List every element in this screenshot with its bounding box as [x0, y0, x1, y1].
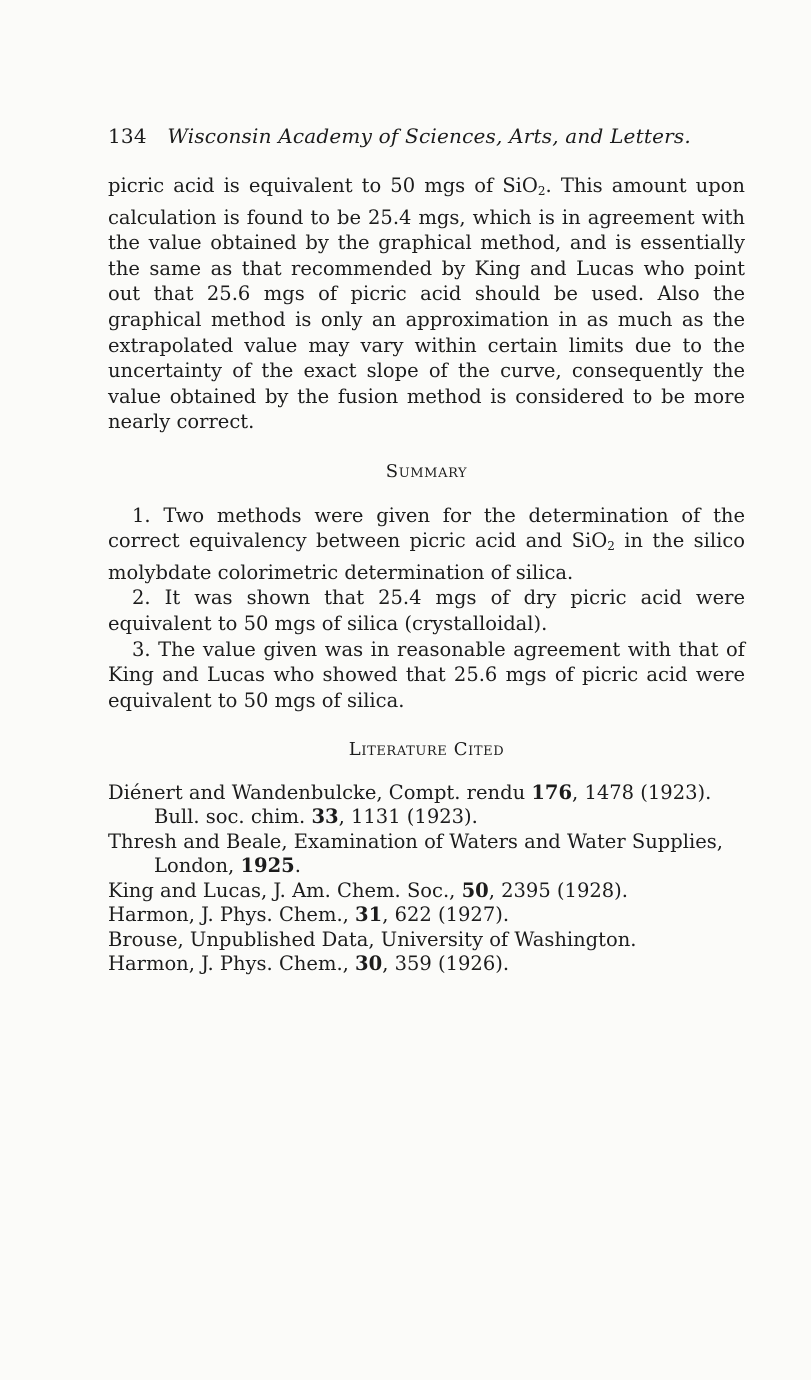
intro-paragraph [108, 173, 745, 435]
summary-item-1-text-b: in the silico molybdate colorimetric determination of silica. [108, 529, 745, 584]
summary-item-1-text-a: 1. Two methods were given for the determination of the correct equivalency between picric acid and SiO [108, 503, 745, 553]
ref-text: King and Lucas, J. Am. Chem. Soc., [108, 878, 462, 902]
ref-text: , 1478 (1923). Bull. soc. chim. [154, 780, 712, 829]
subscript: 2 [607, 539, 615, 554]
page-number: 134 [108, 124, 147, 148]
summary-item-2: 2. It was shown that 25.4 mgs of dry picric acid were equivalent to 50 mgs of silica (crystalloidal). [108, 586, 745, 635]
ref-volume: 176 [531, 780, 573, 804]
reference-list [108, 781, 745, 977]
reference-item [108, 879, 745, 904]
ref-volume: 30 [355, 952, 383, 976]
ref-text: , 359 (1926). [382, 952, 510, 976]
reference-item: Brouse, Unpublished Data, University of Washington. [108, 927, 637, 951]
running-header [108, 124, 691, 148]
main-text [108, 173, 745, 977]
summary-heading: Summary [385, 460, 468, 482]
summary-item-3: 3. The value given was in reasonable agreement with that of King and Lucas who showed that 25.6 mgs of picric acid were equivalent to 50 mgs of silica. [108, 637, 745, 712]
ref-volume: 31 [355, 903, 383, 927]
ref-year: 1925 [240, 854, 295, 878]
journal-title: Wisconsin Academy of Sciences, Arts, and Letters. [167, 124, 691, 148]
ref-text: Harmon, J. Phys. Chem., [108, 903, 356, 927]
ref-text: Harmon, J. Phys. Chem., [108, 952, 356, 976]
ref-text: , 1131 (1923). [338, 805, 478, 829]
ref-text: , 622 (1927). [382, 903, 510, 927]
literature-heading: Literature Cited [348, 739, 505, 761]
reference-item [108, 830, 745, 879]
ref-text: Diénert and Wandenbulcke, Compt. rendu [108, 780, 532, 804]
ref-text: . [294, 854, 301, 878]
ref-volume: 50 [461, 878, 489, 902]
ref-text: , 2395 (1928). [488, 878, 628, 902]
summary-item-1 [108, 503, 745, 586]
intro-text-1: picric acid is equivalent to 50 mgs of SiO [108, 174, 538, 197]
intro-text-2: . This amount upon calculation is found to be 25.4 mgs, which is in agreement with the value obtained by the graphical method, and is essentially the same as that recommended by King and Lucas who point out that 25.6 mgs of picric acid should be used. Also the graphical method is only an approximation in as much as the extrapolated value may vary within certain limits due to the uncertainty of the exact slope of the curve, consequently the value obtained by the fusion method is considered to be more nearly correct. [108, 174, 745, 434]
reference-item [108, 781, 745, 830]
subscript: 2 [537, 184, 546, 198]
reference-item [108, 903, 745, 928]
reference-item [108, 952, 745, 977]
ref-volume: 33 [311, 805, 339, 829]
ref-text: Thresh and Beale, Examination of Waters and Water Supplies, London, [108, 829, 723, 878]
